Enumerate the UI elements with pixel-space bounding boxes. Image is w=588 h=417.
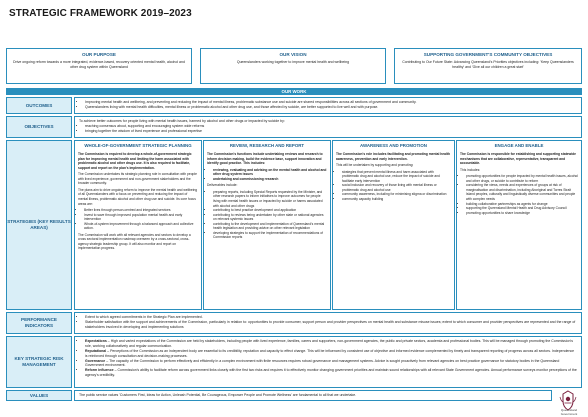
risk-item xyxy=(85,339,577,349)
strategy-column-awareness xyxy=(332,140,455,310)
strategy-item: • promoting opportunities to share knowledge xyxy=(466,211,578,216)
community-objectives-heading: SUPPORTING GOVERNMENT'S COMMUNITY OBJECTIVES xyxy=(423,52,553,57)
purpose-box xyxy=(6,48,192,84)
strategy-column-engage xyxy=(456,140,582,310)
strategy-item: • Better lives through person-centred and integrated services xyxy=(84,208,198,213)
strategy-heading: AWARENESS AND PROMOTION xyxy=(360,143,427,148)
outcomes-body xyxy=(74,97,582,114)
logo-text: Queensland Government xyxy=(560,408,578,416)
strategy-heading: ENGAGE AND ENABLE xyxy=(494,143,544,148)
strategy-item: undertaking and commissioning research xyxy=(213,176,279,181)
outcomes-label: OUTCOMES xyxy=(6,97,72,114)
risk-term: Reputational xyxy=(85,348,107,353)
strategies-label: STRATEGIES (KEY RESULTS AREAS) xyxy=(6,140,72,310)
community-objectives-box xyxy=(394,48,582,84)
strategy-paragraph: This includes: xyxy=(460,167,481,172)
risk-item xyxy=(85,368,577,378)
values-text: The public service values 'Customers First, Ideas for Action, Unleash Potential, Be Courageous, Empower People and Promote Wellness' are fundamental to all that we undertake. xyxy=(79,393,357,397)
strategy-paragraph: The plans aim to drive ongoing reform to improve the mental health and wellbeing of all Queenslanders with a focus on preventing and reducing the impact of mental illness, problematic alcohol and other drug use and suicide. Its core focus areas are: xyxy=(78,187,198,206)
strategy-item: • preparing reports, including Special Reports requested by the Minister, and other research papers to inform initiatives to improve outcomes for people living with mental health issues or impacted by suicide or harms associated with alcohol and other drugs xyxy=(213,190,327,208)
risk-text: – The capacity of the Commission to perform effectively and efficiently in a complex environment with finite resources requires robust governance and management systems. Advice is sought proactively from relevant agencies on best practice governance for statutory bodies in the Queensland Government environment. xyxy=(85,358,560,368)
purpose-text: Drive ongoing reform towards a more integrated, evidence-based, recovery oriented mental health, alcohol and other drug system within Queensland xyxy=(13,60,185,69)
risk-term: Governance xyxy=(85,358,106,363)
values-body xyxy=(74,390,552,401)
performance-item: • Extent to which agreed commitments in the Strategic Plan are implemented. xyxy=(85,315,577,320)
strategy-item: • supporting the Queensland Mental Health and Drug Advisory Council xyxy=(466,206,578,211)
community-objectives-text: Contributing to Our Future State: Advancing Queensland's Priorities objectives including: 'Keep Queenslanders healthy' and 'Give all our children a great start' xyxy=(402,60,574,69)
strategy-heading: WHOLE-OF-GOVERNMENT STRATEGIC PLANNING xyxy=(84,143,192,148)
objectives-label: OBJECTIVES xyxy=(6,116,72,138)
objectives-intro: To achieve better outcomes for people living with mental health issues, harmed by alcohol and other drugs or impacted by suicide by: xyxy=(79,119,285,123)
risk-text: – Perceptions of the Commission as an independent body are essential to its credibility, reputation and capacity to effect change. This will be influenced by consistent use of objective and informed evidence complemented by timely and transparent reporting of progress across all sectors. Independence is reinforced through consultation and decision-making processes. xyxy=(85,348,575,358)
risk-item xyxy=(85,359,577,369)
vision-box xyxy=(200,48,386,84)
vision-text: Queenslanders working together to improve mental health and wellbeing xyxy=(236,60,350,64)
strategy-item: reviewing, evaluating and advising on the mental health and alcohol and other drug system issues xyxy=(213,167,327,177)
vision-heading: OUR VISION xyxy=(279,52,307,57)
strategy-paragraph: Deliverables include: xyxy=(207,183,238,188)
page-title: STRATEGIC FRAMEWORK 2019–2023 xyxy=(9,8,192,19)
outcome-item: • Improving mental health and wellbeing, and preventing and reducing the impact of mental illness, problematic substance use and suicide are shared responsibilities across all sections of government and community. xyxy=(85,100,577,105)
strategy-paragraph: The Commission will work with all relevant agencies and sectors to develop a cross sectoral implementation roadmap overseen by a cross-sectoral, cross-agency strategic leadership group. It will also monitor and report on implementation progress. xyxy=(78,232,191,251)
strategy-paragraph: The Commission's role includes facilitating and promoting mental health awareness, prevention and early intervention. xyxy=(336,152,450,161)
strategy-item: • promoting opportunities for people impacted by mental health issues, alcohol and other drugs, or suicide to contribute to reform xyxy=(466,174,578,183)
risk-term: Expectations xyxy=(85,339,107,343)
strategy-item: • contributing to the development and implementation of Queensland's mental health legislation and providing advice on other relevant legislation xyxy=(213,222,327,231)
strategy-paragraph: The Commission is required to develop a whole-of-government strategic plan for improving mental health and limiting the harm associated with problematic alcohol and other drugs use. It is also required to facilitate, support and report on the plan's implementation. xyxy=(78,152,192,170)
risk-item xyxy=(85,349,577,359)
strategy-paragraph: The Commission is responsible for establishing and supporting statewide mechanisms that are collaborative, representative, transparent and accountable. xyxy=(460,152,576,166)
performance-item: • Stakeholder satisfaction with the support and achievements of the Commission, particularly in relation to: opportunities to provide consumer, support person and provider perspectives on mental health and substance misuse issues; extent to which consumer and provider perspectives are represented and the range of stakeholders involved in developing and implementing solutions xyxy=(85,320,577,330)
strategy-paragraph: This will be undertaken by supporting and promoting: xyxy=(336,163,414,168)
purpose-heading: OUR PURPOSE xyxy=(82,52,116,57)
risk-text: – High and varied expectations of the Commission are held by stakeholders, including people with lived experience, families, carers and supporters, non-government agencies, the public and private sectors, academia and professional bodies. This will be managed through promoting the Commission's role, working collaboratively and regular communication. xyxy=(85,339,573,348)
values-label: VALUES xyxy=(6,390,72,401)
strategy-paragraph: The Commission undertakes its strategic planning role in consultation with people with lived experience, government and non-government stakeholders and the broader community. xyxy=(78,172,197,186)
risk-body xyxy=(74,336,582,388)
strategy-item: • contributing to best practice development and application xyxy=(213,208,327,213)
strategy-item: • strategies that prevent mental illness and harm associated with problematic drug and alcohol use, reduce the impact of suicide and facilitate early intervention xyxy=(342,170,451,184)
risk-label: KEY STRATEGIC RISK MANAGEMENT xyxy=(6,336,72,388)
strategy-column-planning xyxy=(74,140,202,310)
strategy-item: • community awareness, including for minimising stigma or discrimination xyxy=(342,192,451,197)
performance-body xyxy=(74,312,582,334)
strategy-item: • developing strategies to support the implementation of recommendations of Commission reports xyxy=(213,231,327,240)
outcome-item: • Queenslanders living with mental health difficulties, mental illness or problematic alcohol and other drug use, and those affected by suicide, are better supported to live well and with purpose. xyxy=(85,105,577,110)
strategy-item: • Whole-of-system improvement through a balanced approach and collective action. xyxy=(84,222,198,231)
performance-label: PERFORMANCE INDICATORS xyxy=(6,312,72,334)
strategy-item: • community capacity building xyxy=(342,197,451,202)
objective-item: • reaching consensus about, supporting and encouraging system wide reforms xyxy=(85,124,577,129)
our-work-bar: OUR WORK xyxy=(6,88,582,95)
risk-text: – Commission's ability to facilitate reform across government links closely with the first two risks and requires it to effectively monitor changing government priorities and maintain sound relationships with all relevant State Government agencies. Annual performance surveys monitor perceptions of the agency's credibility. xyxy=(85,368,577,378)
strategy-paragraph: The Commission's functions include undertaking reviews and research to inform decision making, build the evidence base, support innovation and identify good practice. This includes: xyxy=(207,152,323,166)
strategy-heading: REVIEW, RESEARCH AND REPORT xyxy=(229,143,305,148)
objectives-body xyxy=(74,116,582,138)
strategy-column-review xyxy=(203,140,331,310)
strategy-item: • considering the views, needs and experiences of groups at risk of marginalisation and discrimination, including Aboriginal and Torres Strait Island peoples, culturally and linguistically diverse communities and people with complex needs xyxy=(466,183,578,201)
strategy-item: • contributing to reviews being undertaken by other state or national agencies on relevant systemic issues xyxy=(213,213,327,222)
strategy-item: • social inclusion and recovery of those living with mental illness or problematic drug and alcohol use xyxy=(342,183,451,192)
strategy-item: • Invest to save through improved population mental health and early intervention xyxy=(84,213,198,222)
strategy-item: • building collaborative partnerships as agents for change xyxy=(466,202,578,207)
risk-term: Reform influence xyxy=(85,368,114,373)
objective-item: • bringing together the wisdom of lived experience and professional expertise xyxy=(85,129,577,134)
